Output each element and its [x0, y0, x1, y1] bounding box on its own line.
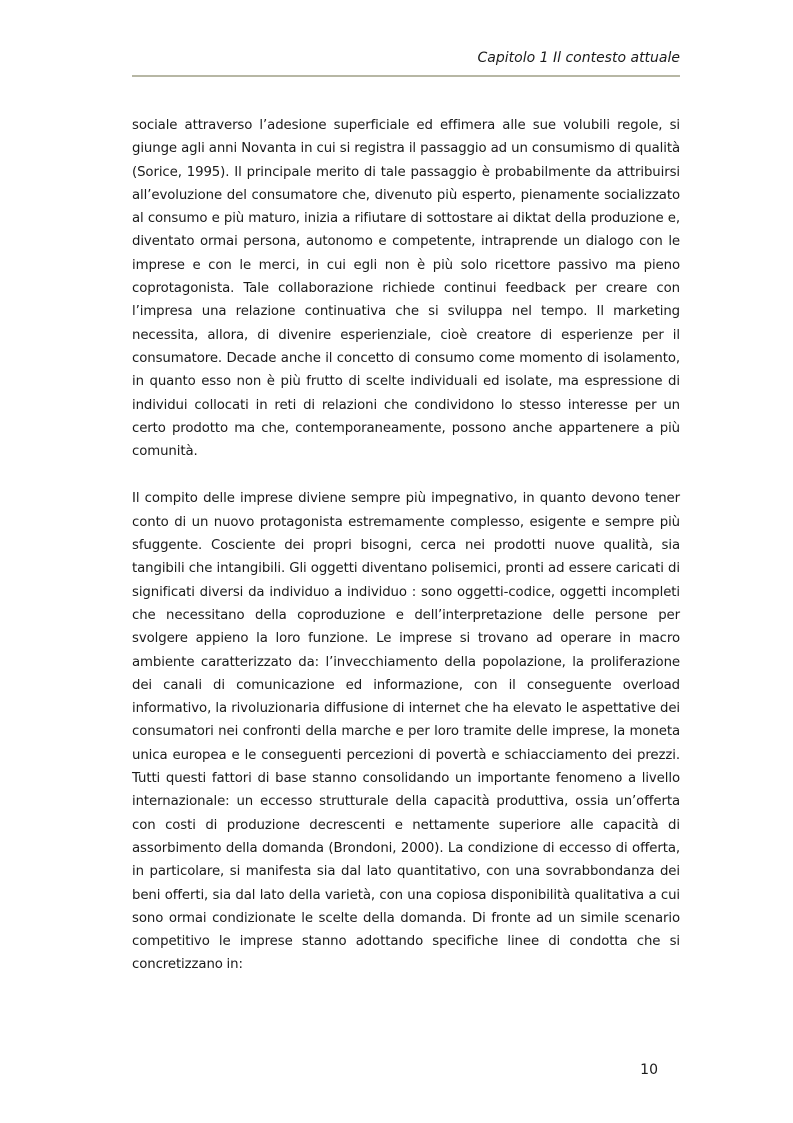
- paragraph-1: sociale attraverso l’adesione superficiale ed effimera alle sue volubili regole, si giunge agli anni Novanta in cui si registra il passaggio ad un consumismo di qualità (Sorice, 1995). Il principale merito di tale passaggio è probabilmente da attribuirsi all’evoluzione del consumatore che, divenuto più esperto, pienamente socializzato al consumo e più maturo, inizia a rifiutare di sottostare ai diktat della produzione e, diventato ormai persona, autonomo e competente, intraprende un dialogo con le imprese e con le merci, in cui egli non è più solo ricettore passivo ma pieno coprotagonista. Tale collaborazione richiede continui feedback per creare con l’impresa una relazione continuativa che si sviluppa nel tempo. Il marketing necessita, allora, di divenire esperienziale, cioè creatore di esperienze per il consumatore. Decade anche il concetto di consumo come momento di isolamento, in quanto esso non è più frutto di scelte individuali ed isolate, ma espressione di individui collocati in reti di relazioni che condividono lo stesso interesse per un certo prodotto ma che, contemporaneamente, possono anche appartenere a più comunità.: [132, 118, 680, 460]
- running-header-title: Capitolo 1 Il contesto attuale: [477, 50, 680, 66]
- page-number: 10: [640, 1062, 658, 1078]
- body-text: [132, 114, 680, 977]
- paragraph-2: Il compito delle imprese diviene sempre più impegnativo, in quanto devono tener conto di un nuovo protagonista estremamente complesso, esigente e sempre più sfuggente. Cosciente dei propri bisogni, cerca nei prodotti nuove qualità, sia tangibili che intangibili. Gli oggetti diventano polisemici, pronti ad essere caricati di significati diversi da individuo a individuo : sono oggetti-codice, oggetti incompleti che necessitano della coproduzione e dell’interpretazione delle persone per svolgere appieno la loro funzione. Le imprese si trovano ad operare in macro ambiente caratterizzato da: l’invecchiamento della popolazione, la proliferazione dei canali di comunicazione ed informazione, con il conseguente overload informativo, la rivoluzionaria diffusione di internet che ha elevato le aspettative dei consumatori nei confronti della marche e per loro tramite delle imprese, la moneta unica europea e le conseguenti percezioni di povertà e schiacciamento dei prezzi. Tutti questi fattori di base stanno consolidando un importante fenomeno a livello internazionale: un eccesso strutturale della capacità produttiva, ossia un’offerta con costi di produzione decrescenti e nettamente superiore alle capacità di assorbimento della domanda (Brondoni, 2000). La condizione di eccesso di offerta, in particolare, si manifesta sia dal lato quantitativo, con una sovrabbondanza dei beni offerti, sia dal lato della varietà, con una copiosa disponibilità qualitativa a cui sono ormai condizionate le scelte della domanda. Di fronte ad un simile scenario competitivo le imprese stanno adottando specifiche linee di condotta che si concretizzano in:: [132, 491, 680, 973]
- header-rule: [132, 75, 680, 77]
